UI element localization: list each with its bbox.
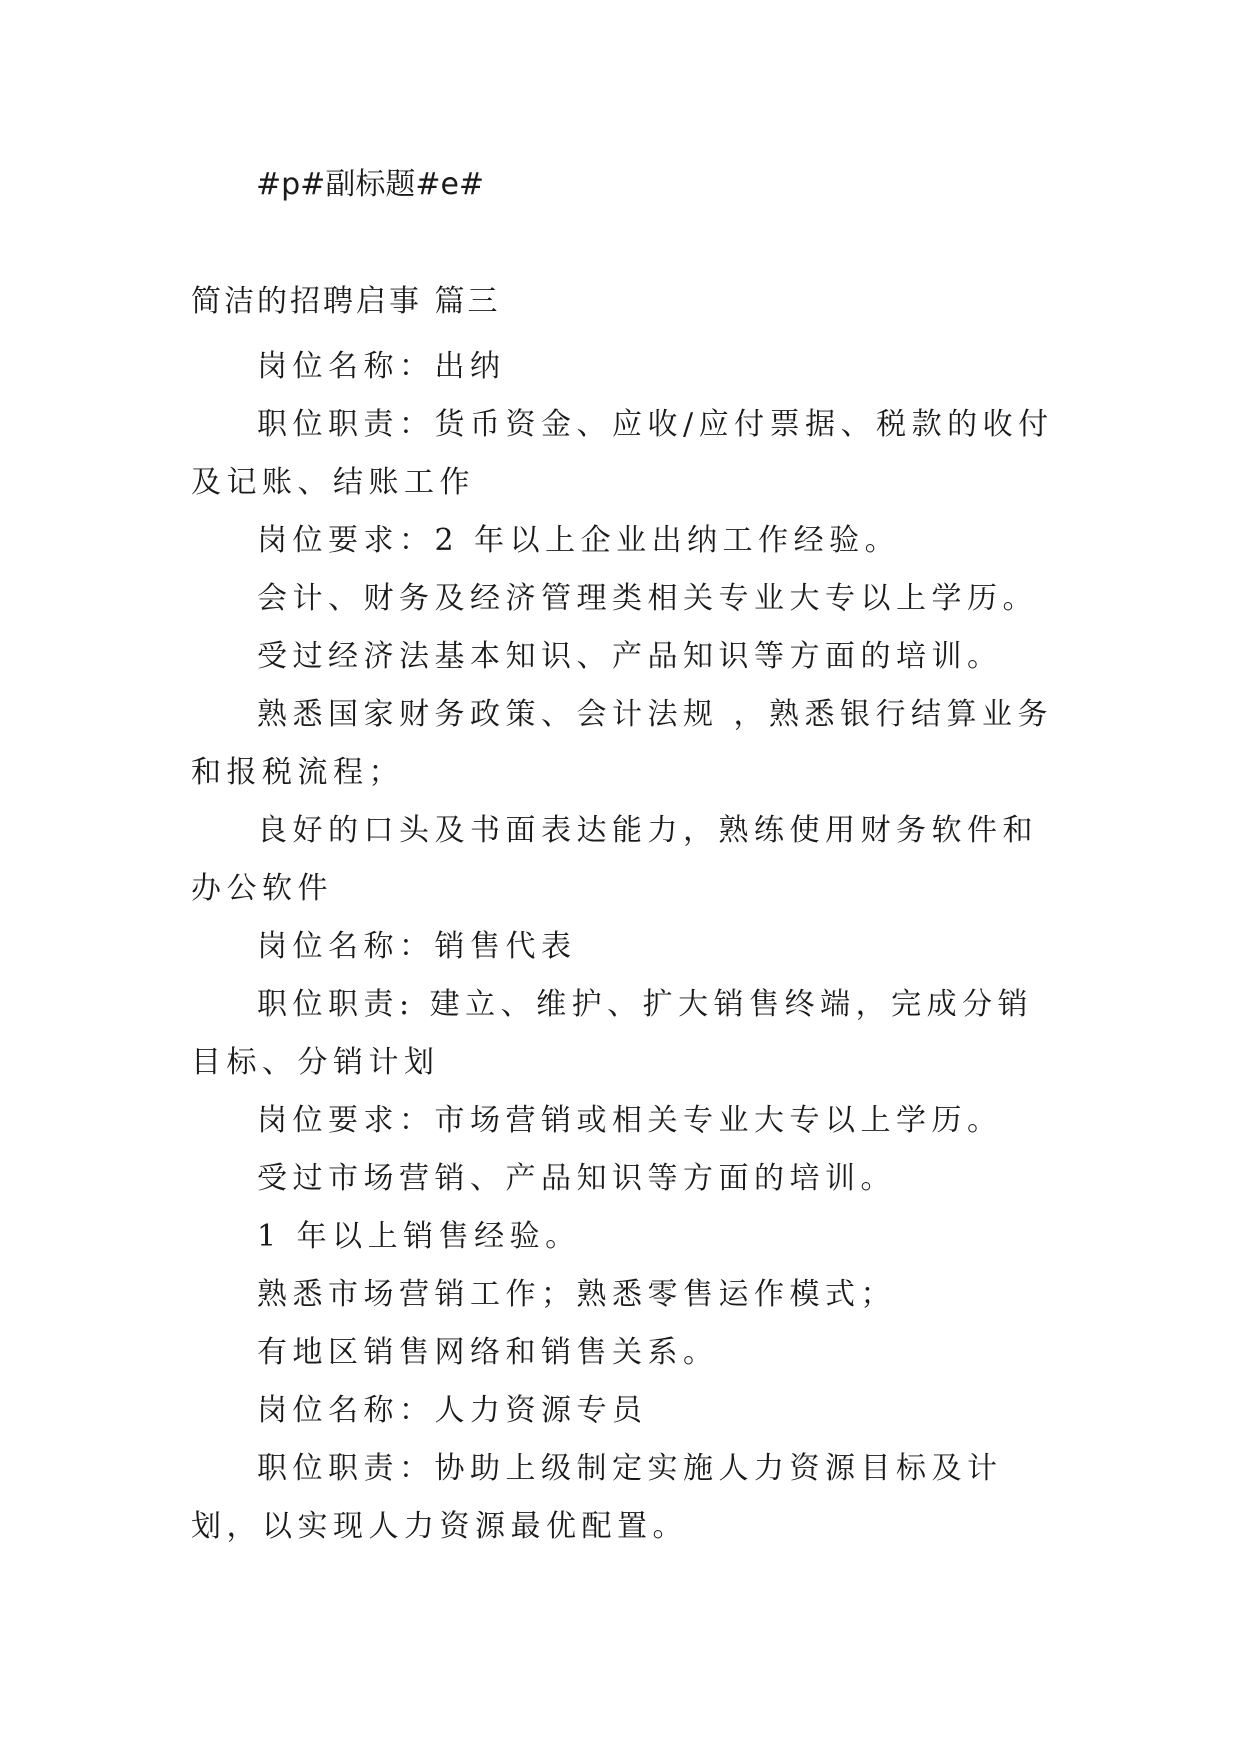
paragraph: 岗位名称：人力资源专员 <box>257 1393 648 1428</box>
paragraph: 岗位要求：市场营销或相关专业大专以上学历。 <box>257 1103 1003 1138</box>
paragraph: 受过经济法基本知识、产品知识等方面的培训。 <box>257 639 1003 674</box>
paragraph: 职位职责：协助上级制定实施人力资源目标及计划，以实现人力资源最优配置。 <box>191 1451 1003 1544</box>
paragraph: 熟悉国家财务政策、会计法规 ，熟悉银行结算业务和报税流程； <box>191 697 1054 790</box>
paragraph: 岗位要求：2 年以上企业出纳工作经验。 <box>257 523 901 558</box>
paragraph: 受过市场营销、产品知识等方面的培训。 <box>257 1161 896 1196</box>
subtitle-placeholder: #p#副标题#e# <box>256 167 485 202</box>
paragraph: 职位职责: 建立、维护、扩大销售终端，完成分销目标、分销计划 <box>191 987 1034 1080</box>
document-title: 简洁的招聘启事 篇三 <box>191 284 501 319</box>
paragraph: 1 年以上销售经验。 <box>257 1219 581 1254</box>
paragraph: 会计、财务及经济管理类相关专业大专以上学历。 <box>257 581 1038 616</box>
paragraph: 岗位名称：出纳 <box>257 349 506 384</box>
paragraph: 良好的口头及书面表达能力，熟练使用财务软件和办公软件 <box>191 813 1038 906</box>
paragraph: 职位职责：货币资金、应收/应付票据、税款的收付及记账、结账工作 <box>191 407 1054 500</box>
paragraph: 有地区销售网络和销售关系。 <box>257 1335 719 1370</box>
paragraph: 熟悉市场营销工作；熟悉零售运作模式； <box>257 1277 896 1312</box>
document-body <box>191 338 1061 1556</box>
paragraph: 岗位名称：销售代表 <box>257 929 577 964</box>
